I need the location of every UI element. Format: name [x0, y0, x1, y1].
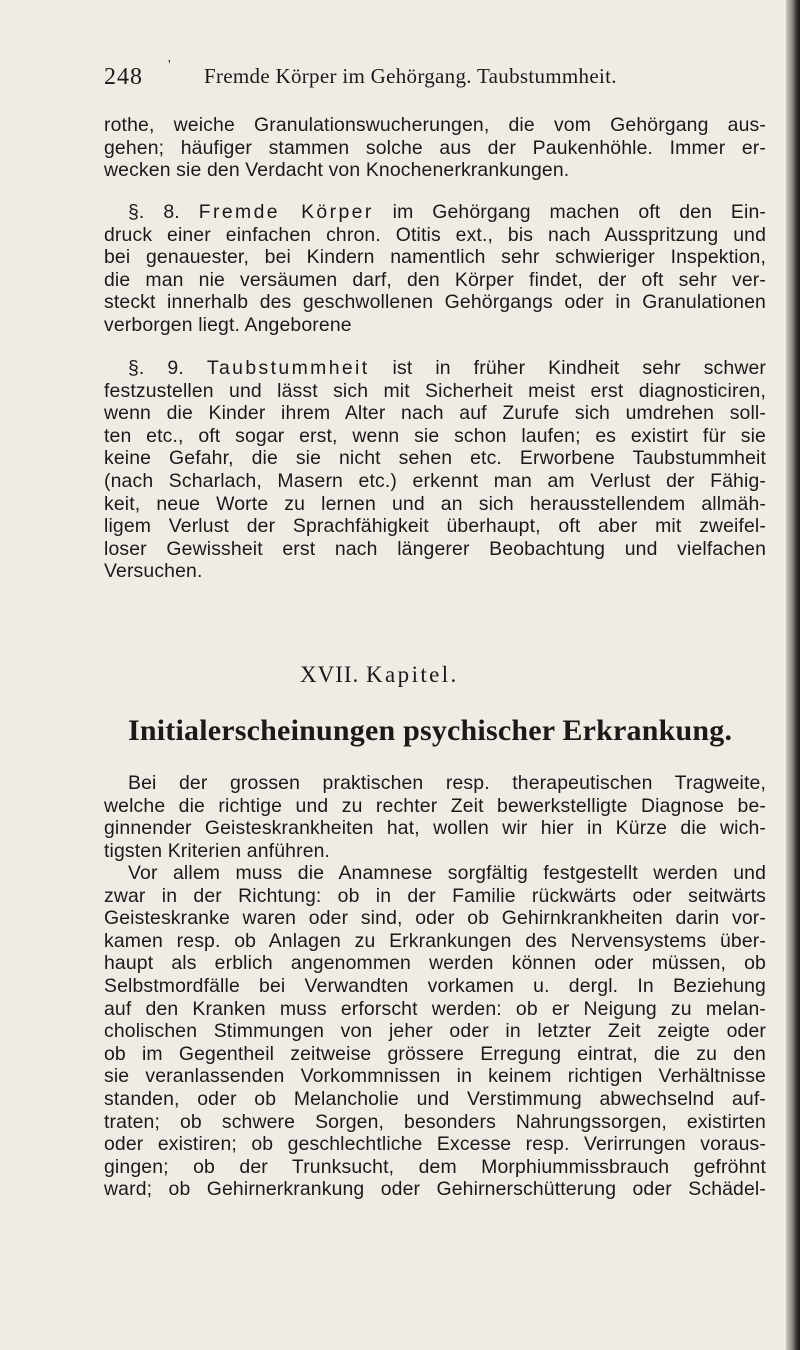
section-term: Taubstummheit	[206, 357, 370, 379]
section-first-line-rest: im Gehörgang machen oft den Ein-	[392, 201, 766, 223]
text-line: Bei der grossen praktischen resp. therapeutischen Tragweite,	[128, 772, 766, 794]
text-line: tigsten Kriterien anführen.	[104, 839, 331, 862]
section-8-foreign-bodies	[104, 201, 766, 337]
text-line: ward; ob Gehirnerkrankung oder Gehirnerschütterung oder Schädel-	[104, 1178, 766, 1201]
text-line: ligem Verlust der Sprachfähigkeit überhaupt, oft aber mit zweifel-	[104, 515, 766, 538]
header-mark: '	[168, 58, 171, 73]
text-line: kamen resp. ob Anlagen zu Erkrankungen des Nervensystems über-	[104, 929, 766, 952]
text-line: standen, oder ob Melancholie und Verstimmung abwechselnd auf-	[104, 1087, 766, 1110]
text-line: Vor allem muss die Anamnese sorgfältig festgestellt werden und	[128, 862, 766, 884]
text-line: ginnender Geisteskrankheiten hat, wollen wir hier in Kürze die wich-	[104, 817, 766, 840]
text-line: rothe, weiche Granulationswucherungen, die vom Gehörgang aus-	[104, 114, 766, 136]
text-line: wenn die Kinder ihrem Alter nach auf Zurufe sich umdrehen soll-	[104, 402, 766, 425]
text-line: gingen; ob der Trunksucht, dem Morphiummissbrauch gefröhnt	[104, 1155, 766, 1178]
section-marker: §. 9.	[128, 357, 184, 379]
page-binding-edge	[786, 0, 800, 1350]
paragraph-introduction	[104, 772, 766, 862]
text-line: steckt innerhalb des geschwollenen Gehörgangs oder in Granulationen	[104, 291, 766, 314]
text-line: auf den Kranken muss erforscht werden: ob er Neigung zu melan-	[104, 997, 766, 1020]
text-line: Geisteskranke waren oder sind, oder ob Gehirnkrankheiten darin vor-	[104, 907, 766, 930]
text-line: gehen; häufiger stammen solche aus der Paukenhöhle. Immer er-	[104, 136, 766, 159]
text-line: festzustellen und lässt sich mit Sicherheit meist erst diagnosticiren,	[104, 379, 766, 402]
text-line: keine Gefahr, die sie nicht sehen etc. Erworbene Taubstummheit	[104, 447, 766, 470]
text-line: druck einer einfachen chron. Otitis ext., bis nach Ausspritzung und	[104, 223, 766, 246]
section-marker: §. 8.	[128, 201, 180, 223]
chapter-title: Initialerscheinungen psychischer Erkrankung.	[128, 714, 733, 747]
text-line: traten; ob schwere Sorgen, besonders Nahrungssorgen, existirten	[104, 1110, 766, 1133]
text-line: (nach Scharlach, Masern etc.) erkennt man am Verlust der Fähig-	[104, 469, 766, 492]
section-9-deaf-mutism	[104, 357, 766, 583]
chapter-number: XVII.	[300, 662, 360, 687]
chapter-number-line	[300, 662, 500, 688]
page-number: 248	[104, 64, 143, 90]
chapter-label: Kapitel.	[366, 662, 459, 687]
text-line: Selbstmordfälle bei Verwandten vorkamen u. dergl. In Beziehung	[104, 974, 766, 997]
paragraph-granulations	[104, 114, 766, 182]
text-line: zwar in der Richtung: ob in der Familie rückwärts oder seitwärts	[104, 884, 766, 907]
text-line: welche die richtige und zu rechter Zeit bewerkstelligte Diagnose be-	[104, 794, 766, 817]
text-line: wecken sie den Verdacht von Knochenerkrankungen.	[104, 159, 570, 182]
text-line: haupt als erblich angenommen werden können oder müssen, ob	[104, 952, 766, 975]
section-first-line-rest: ist in früher Kindheit sehr schwer	[392, 357, 767, 379]
text-line: oder existiren; ob geschlechtliche Excesse resp. Verirrungen voraus-	[104, 1133, 766, 1156]
text-line: Versuchen.	[104, 560, 203, 583]
page-header	[104, 58, 764, 94]
running-title: Fremde Körper im Gehörgang. Taubstummheit.	[204, 64, 617, 88]
text-line: loser Gewissheit erst nach längerer Beobachtung und vielfachen	[104, 537, 766, 560]
text-line: keit, neue Worte zu lernen und an sich herausstellendem allmäh-	[104, 492, 766, 515]
text-line: die man nie versäumen darf, den Körper findet, der oft sehr ver-	[104, 268, 766, 291]
text-line: ob im Gegentheil zeitweise grössere Erregung eintrat, die zu den	[104, 1042, 766, 1065]
text-line: sie veranlassenden Vorkommnissen in keinem richtigen Verhältnisse	[104, 1065, 766, 1088]
text-line: bei genauester, bei Kindern namentlich sehr schwieriger Inspektion,	[104, 246, 766, 269]
text-line: verborgen liegt. Angeborene	[104, 313, 352, 336]
section-heading-line	[104, 357, 766, 380]
text-line: ten etc., oft sogar erst, wenn sie schon laufen; es existirt für sie	[104, 424, 766, 447]
paragraph-anamnesis	[104, 862, 766, 1201]
text-line: cholischen Stimmungen von jeher oder in letzter Zeit zeigte oder	[104, 1020, 766, 1043]
section-heading-line	[104, 201, 766, 224]
section-term: Fremde Körper	[198, 201, 374, 223]
